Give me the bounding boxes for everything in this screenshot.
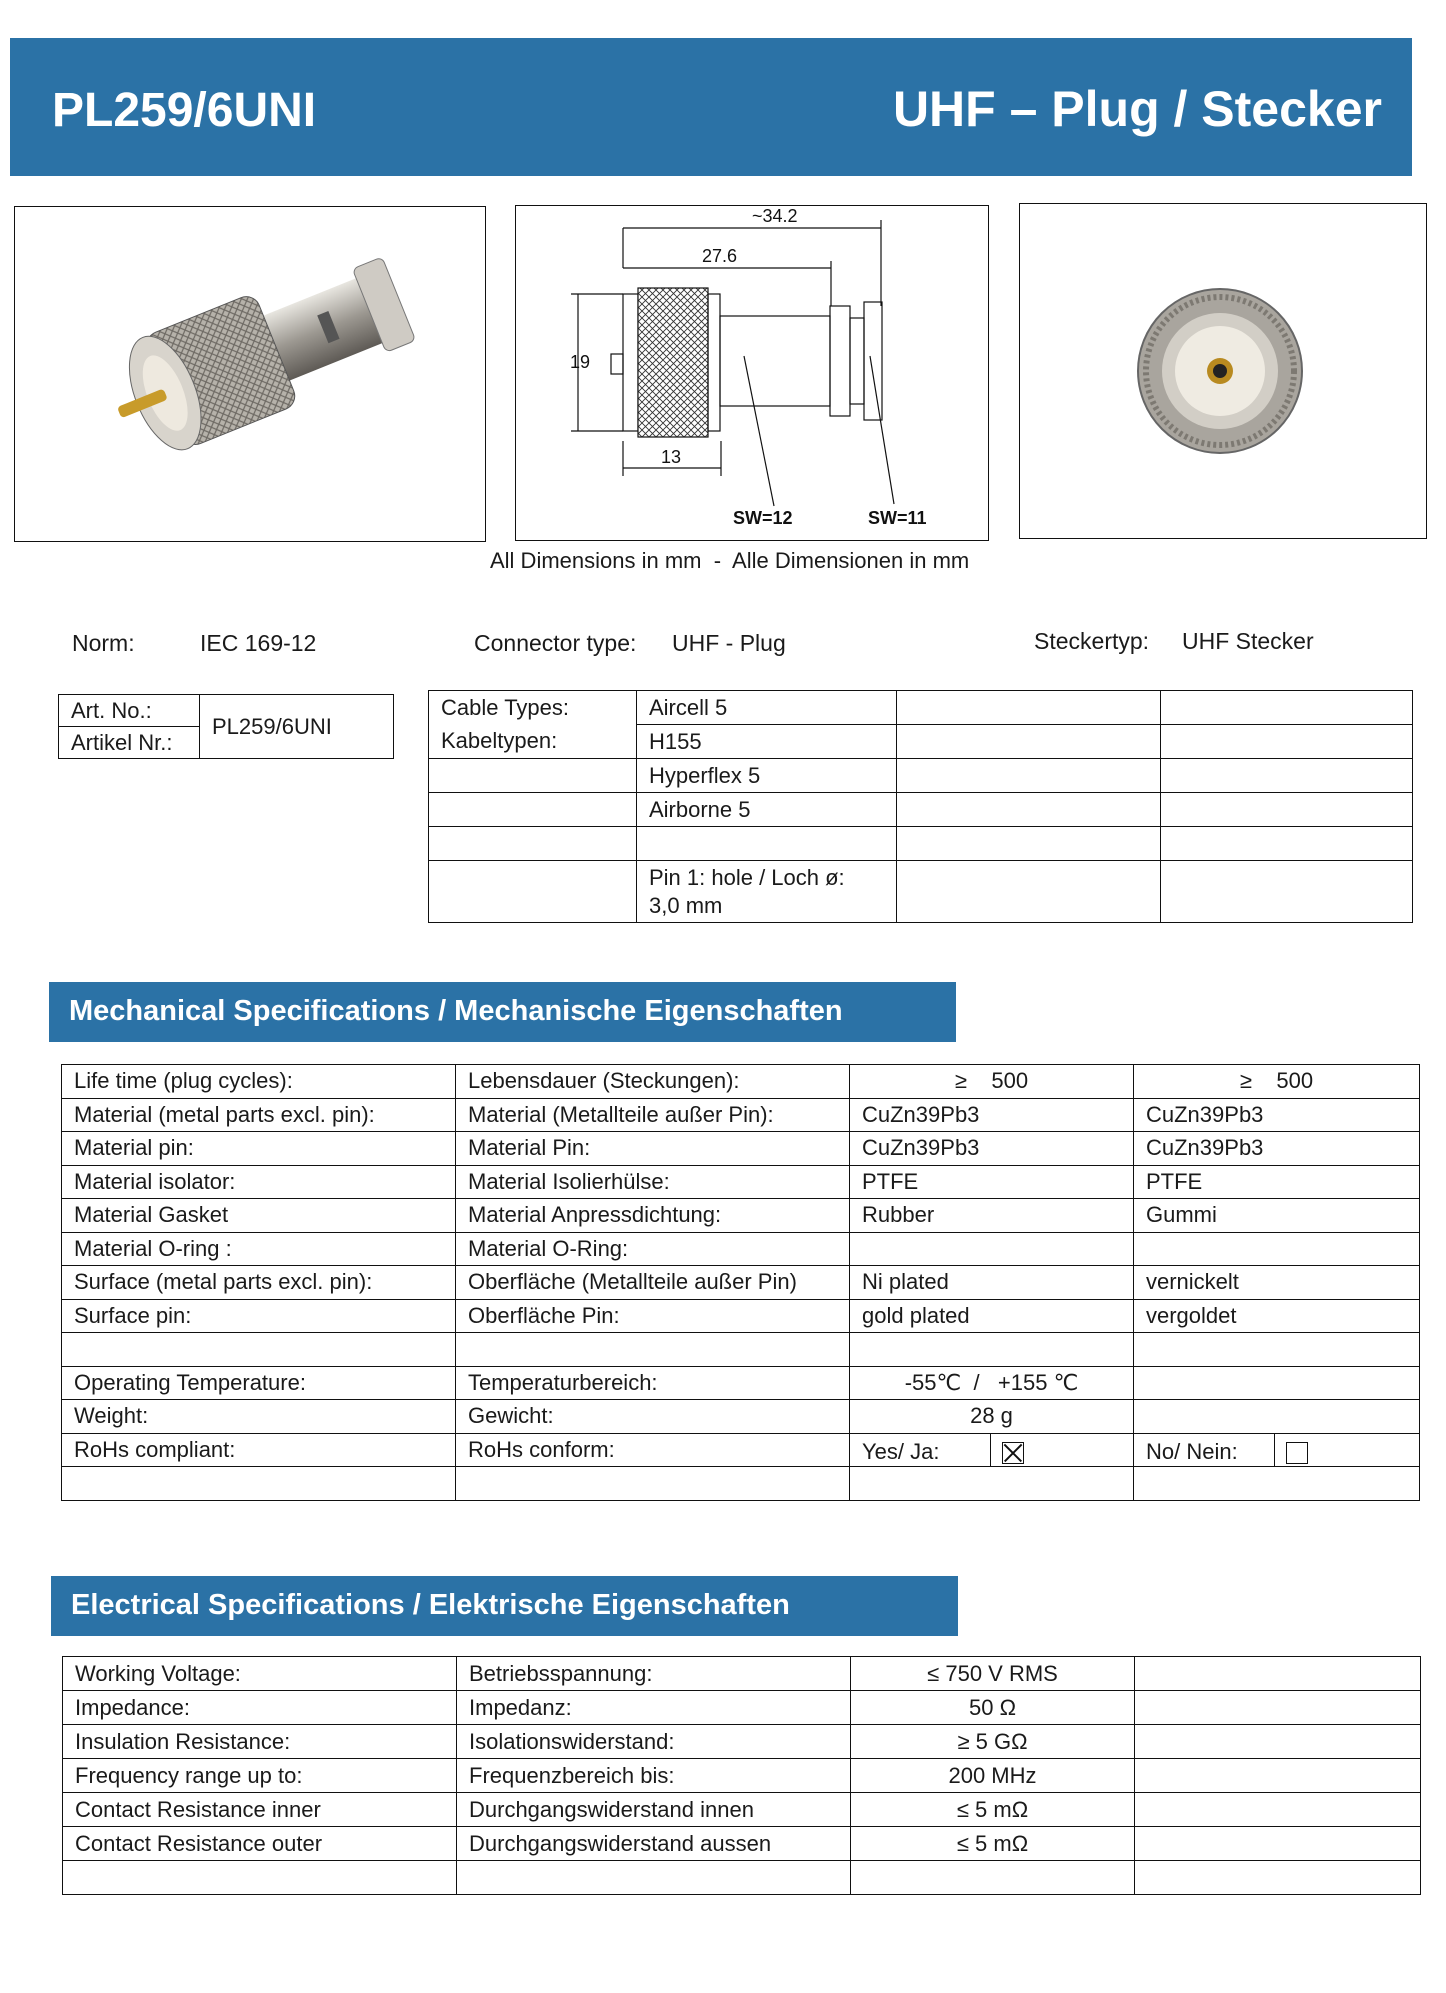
steckertyp-value: UHF Stecker	[1182, 628, 1314, 654]
spec-label-en: Surface (metal parts excl. pin):	[62, 1266, 456, 1300]
table-row	[63, 1691, 1421, 1725]
spec-label-de: Material Pin:	[456, 1132, 850, 1166]
spec-value-de: CuZn39Pb3	[1134, 1132, 1420, 1166]
dimension-note: All Dimensions in mm - Alle Dimensionen in mm	[490, 548, 970, 573]
table-row	[62, 1065, 1420, 1099]
mechanical-section-title: Mechanical Specifications / Mechanische Eigenschaften	[69, 995, 843, 1027]
front-view-illustration	[1020, 204, 1426, 538]
spec-label-de: Durchgangswiderstand innen	[457, 1793, 851, 1827]
table-row	[62, 1467, 1420, 1501]
weight-label-en: Weight:	[62, 1400, 456, 1434]
norm-value: IEC 169-12	[200, 630, 317, 656]
connector-type-value: UHF - Plug	[672, 630, 786, 656]
spec-label-en: Contact Resistance outer	[63, 1827, 457, 1861]
dim-total: ~34.2	[752, 206, 798, 226]
spec-value-en: gold plated	[850, 1299, 1134, 1333]
dimension-drawing	[515, 205, 989, 541]
spec-label-en: Contact Resistance inner	[63, 1793, 457, 1827]
spec-value-de: vernickelt	[1134, 1266, 1420, 1300]
spec-label-de: Frequenzbereich bis:	[457, 1759, 851, 1793]
connector-type-label: Connector type:	[474, 630, 637, 656]
spec-label-de: Impedanz:	[457, 1691, 851, 1725]
pin-hole-info	[637, 861, 897, 923]
empty-cell	[1135, 1827, 1421, 1861]
empty-cell	[1135, 1725, 1421, 1759]
empty-cell	[1134, 1400, 1420, 1434]
temperature-label-de: Temperaturbereich:	[456, 1366, 850, 1400]
electrical-section-title: Electrical Specifications / Elektrische Eigenschaften	[71, 1589, 790, 1621]
spec-value: 50 Ω	[851, 1691, 1135, 1725]
spec-value-de: PTFE	[1134, 1165, 1420, 1199]
table-row	[63, 1861, 1421, 1895]
spec-value-de: CuZn39Pb3	[1134, 1098, 1420, 1132]
spec-label-de: Oberfläche (Metallteile außer Pin)	[456, 1266, 850, 1300]
rohs-label-en: RoHs compliant:	[62, 1433, 456, 1467]
spec-value-en: ≥ 500	[850, 1065, 1134, 1099]
pin-hole-line-1: Pin 1: hole / Loch ø:	[649, 864, 845, 890]
connector-photo-illustration	[15, 207, 485, 541]
spec-value: ≤ 5 mΩ	[851, 1793, 1135, 1827]
empty-cell	[456, 1467, 850, 1501]
mechanical-section-header	[49, 982, 956, 1042]
spec-label-en: Insulation Resistance:	[63, 1725, 457, 1759]
rohs-yes-cell	[850, 1433, 1134, 1467]
spec-label-en: Material isolator:	[62, 1165, 456, 1199]
dim-nut: 13	[661, 447, 682, 467]
drawing-illustration	[516, 206, 988, 540]
spec-label-de	[457, 1861, 851, 1895]
table-row	[62, 1232, 1420, 1266]
electrical-specs-table	[62, 1656, 1421, 1895]
spec-value-en: Rubber	[850, 1199, 1134, 1233]
rohs-label-de: RoHs conform:	[456, 1433, 850, 1467]
cable-type: H155	[637, 725, 897, 759]
spec-label-en	[62, 1333, 456, 1367]
spec-label-de: Betriebsspannung:	[457, 1657, 851, 1691]
electrical-section-header	[51, 1576, 958, 1636]
spec-value-de: vergoldet	[1134, 1299, 1420, 1333]
spec-value-de	[1134, 1232, 1420, 1266]
spec-value-de: ≥ 500	[1134, 1065, 1420, 1099]
empty-cell	[62, 1467, 456, 1501]
rohs-yes-checkbox[interactable]	[1002, 1442, 1024, 1464]
empty-cell	[1134, 1366, 1420, 1400]
rohs-no-checkbox[interactable]	[1286, 1442, 1308, 1464]
empty-cell	[1135, 1657, 1421, 1691]
spec-label-en: Material (metal parts excl. pin):	[62, 1098, 456, 1132]
part-number-title: PL259/6UNI	[52, 84, 317, 137]
spec-value-en: Ni plated	[850, 1266, 1134, 1300]
dim-diameter: 19	[570, 352, 591, 372]
table-row	[62, 1299, 1420, 1333]
empty-cell	[1134, 1467, 1420, 1501]
spec-label-de: Lebensdauer (Steckungen):	[456, 1065, 850, 1099]
article-label-en: Art. No.:	[59, 695, 200, 727]
empty-cell	[1135, 1759, 1421, 1793]
empty-cell	[1135, 1793, 1421, 1827]
spec-label-de: Isolationswiderstand:	[457, 1725, 851, 1759]
spec-value: ≤ 750 V RMS	[851, 1657, 1135, 1691]
pin-hole-line-2: 3,0 mm	[649, 892, 723, 918]
empty-cell	[1135, 1691, 1421, 1725]
spec-value: ≤ 5 mΩ	[851, 1827, 1135, 1861]
spec-value-en	[850, 1333, 1134, 1367]
empty-cell	[850, 1467, 1134, 1501]
table-row	[63, 1827, 1421, 1861]
rohs-row	[62, 1433, 1420, 1467]
front-view-photo	[1019, 203, 1427, 539]
weight-label-de: Gewicht:	[456, 1400, 850, 1434]
table-row	[62, 1199, 1420, 1233]
weight-row	[62, 1400, 1420, 1434]
article-number-table	[58, 694, 394, 759]
product-photo	[14, 206, 486, 542]
wrench-size-2: SW=11	[868, 508, 927, 528]
norm-label: Norm:	[72, 630, 135, 656]
spec-value-en: CuZn39Pb3	[850, 1132, 1134, 1166]
spec-label-en: Working Voltage:	[63, 1657, 457, 1691]
rohs-yes-label: Yes/ Ja:	[862, 1438, 940, 1464]
table-row	[63, 1759, 1421, 1793]
cable-type: Hyperflex 5	[637, 759, 897, 793]
temperature-value: -55℃ / +155 ℃	[850, 1366, 1134, 1400]
spec-label-en: Material O-ring :	[62, 1232, 456, 1266]
dim-body: 27.6	[702, 246, 738, 266]
spec-label-de	[456, 1333, 850, 1367]
spec-value-en: CuZn39Pb3	[850, 1098, 1134, 1132]
cable-type: Aircell 5	[637, 691, 897, 725]
spec-label-en: Impedance:	[63, 1691, 457, 1725]
spec-label-en: Surface pin:	[62, 1299, 456, 1333]
empty-cell	[1135, 1861, 1421, 1895]
spec-label-de: Material O-Ring:	[456, 1232, 850, 1266]
cable-types-label-de: Kabeltypen:	[429, 725, 637, 759]
spec-label-de: Oberfläche Pin:	[456, 1299, 850, 1333]
table-row	[62, 1098, 1420, 1132]
cable-types-table	[428, 690, 1413, 923]
temperature-label-en: Operating Temperature:	[62, 1366, 456, 1400]
table-row	[62, 1132, 1420, 1166]
table-row	[63, 1657, 1421, 1691]
spec-label-de: Material Isolierhülse:	[456, 1165, 850, 1199]
spec-value-de: Gummi	[1134, 1199, 1420, 1233]
spec-value: ≥ 5 GΩ	[851, 1725, 1135, 1759]
table-row	[62, 1165, 1420, 1199]
article-number-value: PL259/6UNI	[200, 695, 394, 759]
spec-label-en: Material Gasket	[62, 1199, 456, 1233]
article-label-de: Artikel Nr.:	[59, 727, 200, 759]
spec-label-en: Material pin:	[62, 1132, 456, 1166]
temperature-row	[62, 1366, 1420, 1400]
table-row	[63, 1793, 1421, 1827]
rohs-no-cell	[1134, 1433, 1420, 1467]
spec-value-en: PTFE	[850, 1165, 1134, 1199]
table-row	[62, 1333, 1420, 1367]
table-row	[63, 1725, 1421, 1759]
table-row	[62, 1266, 1420, 1300]
cable-type: Airborne 5	[637, 793, 897, 827]
wrench-size-1: SW=12	[733, 508, 793, 528]
spec-label-en: Life time (plug cycles):	[62, 1065, 456, 1099]
spec-label-en	[63, 1861, 457, 1895]
title-banner	[10, 38, 1412, 176]
spec-label-de: Material (Metallteile außer Pin):	[456, 1098, 850, 1132]
spec-value-en	[850, 1232, 1134, 1266]
spec-label-en: Frequency range up to:	[63, 1759, 457, 1793]
weight-value: 28 g	[850, 1400, 1134, 1434]
spec-label-de: Durchgangswiderstand aussen	[457, 1827, 851, 1861]
rohs-no-label: No/ Nein:	[1146, 1438, 1238, 1464]
spec-value-de	[1134, 1333, 1420, 1367]
mechanical-specs-table	[61, 1064, 1420, 1501]
steckertyp-label: Steckertyp:	[1034, 628, 1150, 654]
cable-types-label-en: Cable Types:	[429, 691, 637, 725]
spec-value: 200 MHz	[851, 1759, 1135, 1793]
spec-value	[851, 1861, 1135, 1895]
cable-type	[637, 827, 897, 861]
spec-label-de: Material Anpressdichtung:	[456, 1199, 850, 1233]
product-type-title: UHF – Plug / Stecker	[892, 81, 1382, 137]
